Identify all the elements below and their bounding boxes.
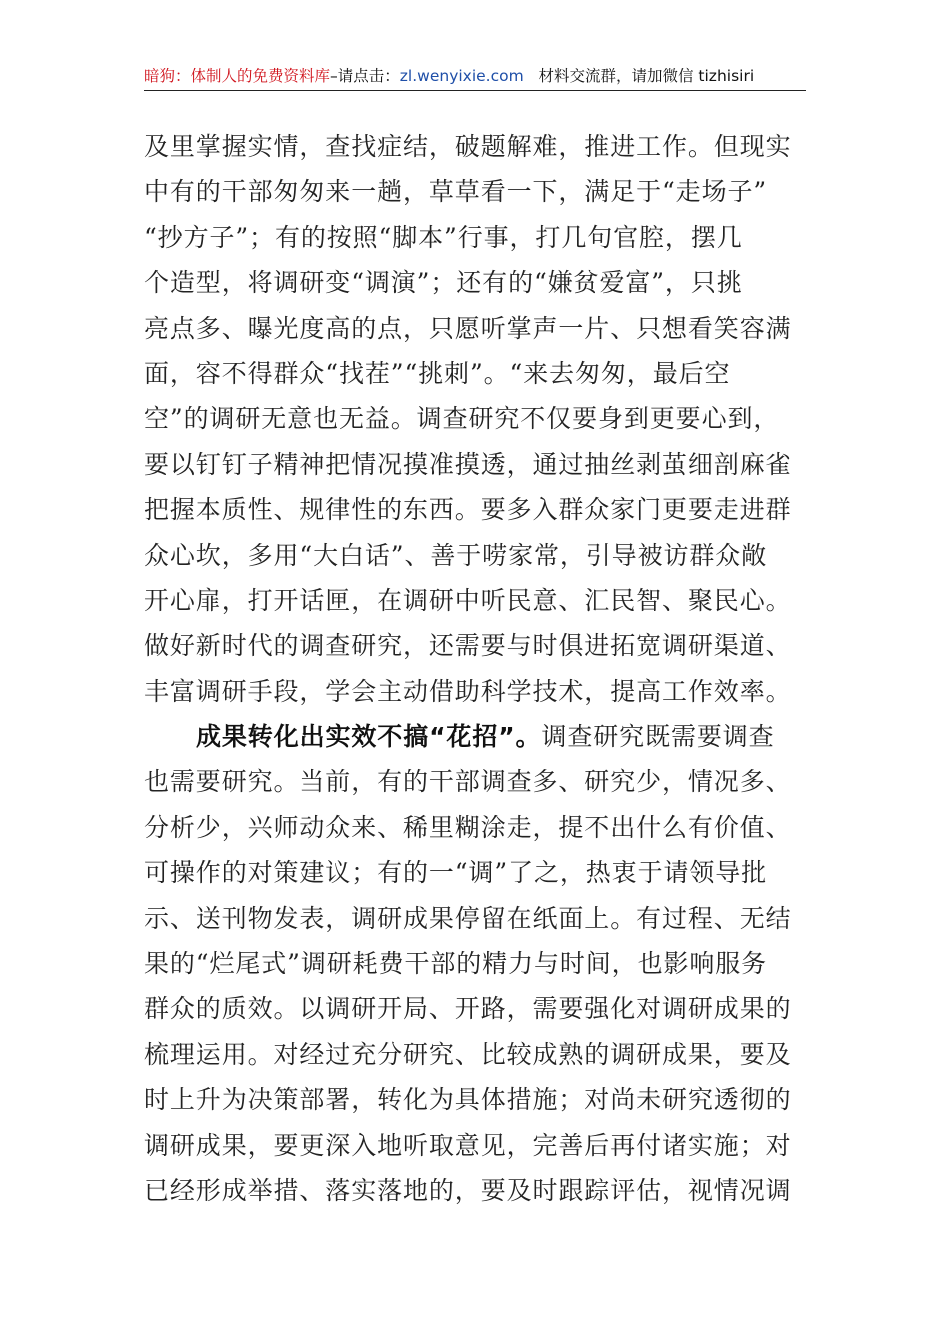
text-line: 可操作的对策建议；有的一“调”了之，热衷于请领导批 [144,858,768,888]
text-line: 梳理运用。对经过充分研究、比较成熟的调研成果，要及 [144,1039,792,1069]
text-line: 丰富调研手段，学会主动借助科学技术，提高工作效率。 [144,676,792,706]
article-body [144,124,814,1213]
text-line: 示、送刊物发表，调研成果停留在纸面上。有过程、无结 [144,903,792,933]
text-line: 空”的调研无意也无益。调查研究不仅要身到更要心到， [144,404,780,434]
text-line: 群众的质效。以调研开局、开路，需要强化对调研成果的 [144,994,792,1024]
paragraph-heading: 成果转化出实效不搞“花招”。 [196,722,542,752]
header-site-name: 暗狗：体制人的免费资料库 [144,67,331,85]
header-link[interactable]: zl.wenyixie.com [399,67,524,85]
text-line: 已经形成举措、落实落地的，要及时跟踪评估，视情况调 [144,1175,792,1205]
text-line: 众心坎，多用“大白话”、善于唠家常，引导被访群众敞 [144,540,768,570]
text-line: 及里掌握实情，查找症结，破题解难，推进工作。但现实 [144,132,792,161]
text-line: 要以钉钉子精神把情况摸准摸透，通过抽丝剥茧细剖麻雀 [144,449,792,479]
text-line: 分析少，兴师动众来、稀里糊涂走，提不出什么有价值、 [144,812,792,842]
text-line: 做好新时代的调查研究，还需要与时俱进拓宽调研渠道、 [144,631,792,661]
text-line: 时上升为决策部署，转化为具体措施；对尚未研究透彻的 [144,1085,792,1115]
paragraph-first-line [144,714,814,759]
text-line: 果的“烂尾式”调研耗费干部的精力与时间，也影响服务 [144,949,768,979]
text-line: 面，容不得群众“找茬”“挑刺”。“来去匆匆，最后空 [144,358,731,388]
text-line: 亮点多、曝光度高的点，只愿听掌声一片、只想看笑容满 [144,313,792,343]
paragraph-2 [144,714,814,1213]
text-line: 把握本质性、规律性的东西。要多入群众家门更要走进群 [144,495,792,525]
text-line: “抄方子”；有的按照“脚本”行事，打几句官腔，摆几 [144,222,743,252]
page-header [144,62,806,91]
header-contact: 材料交流群，请加微信 tizhisiri [538,67,755,85]
text-line: 开心扉，打开话匣，在调研中听民意、汇民智、聚民心。 [144,585,792,615]
text-line: 个造型，将调研变“调演”；还有的“嫌贫爱富”，只挑 [144,268,743,298]
paragraph-1 [144,124,814,714]
text-line: 也需要研究。当前，有的干部调查多、研究少，情况多、 [144,767,792,797]
text-line: 调研成果，要更深入地听取意见，完善后再付诸实施；对 [144,1130,792,1160]
first-line-text: 调查研究既需要调查 [541,722,775,752]
text-line: 中有的干部匆匆来一趟，草草看一下，满足于“走场子” [144,177,768,207]
header-link-prefix: –请点击： [330,67,400,85]
